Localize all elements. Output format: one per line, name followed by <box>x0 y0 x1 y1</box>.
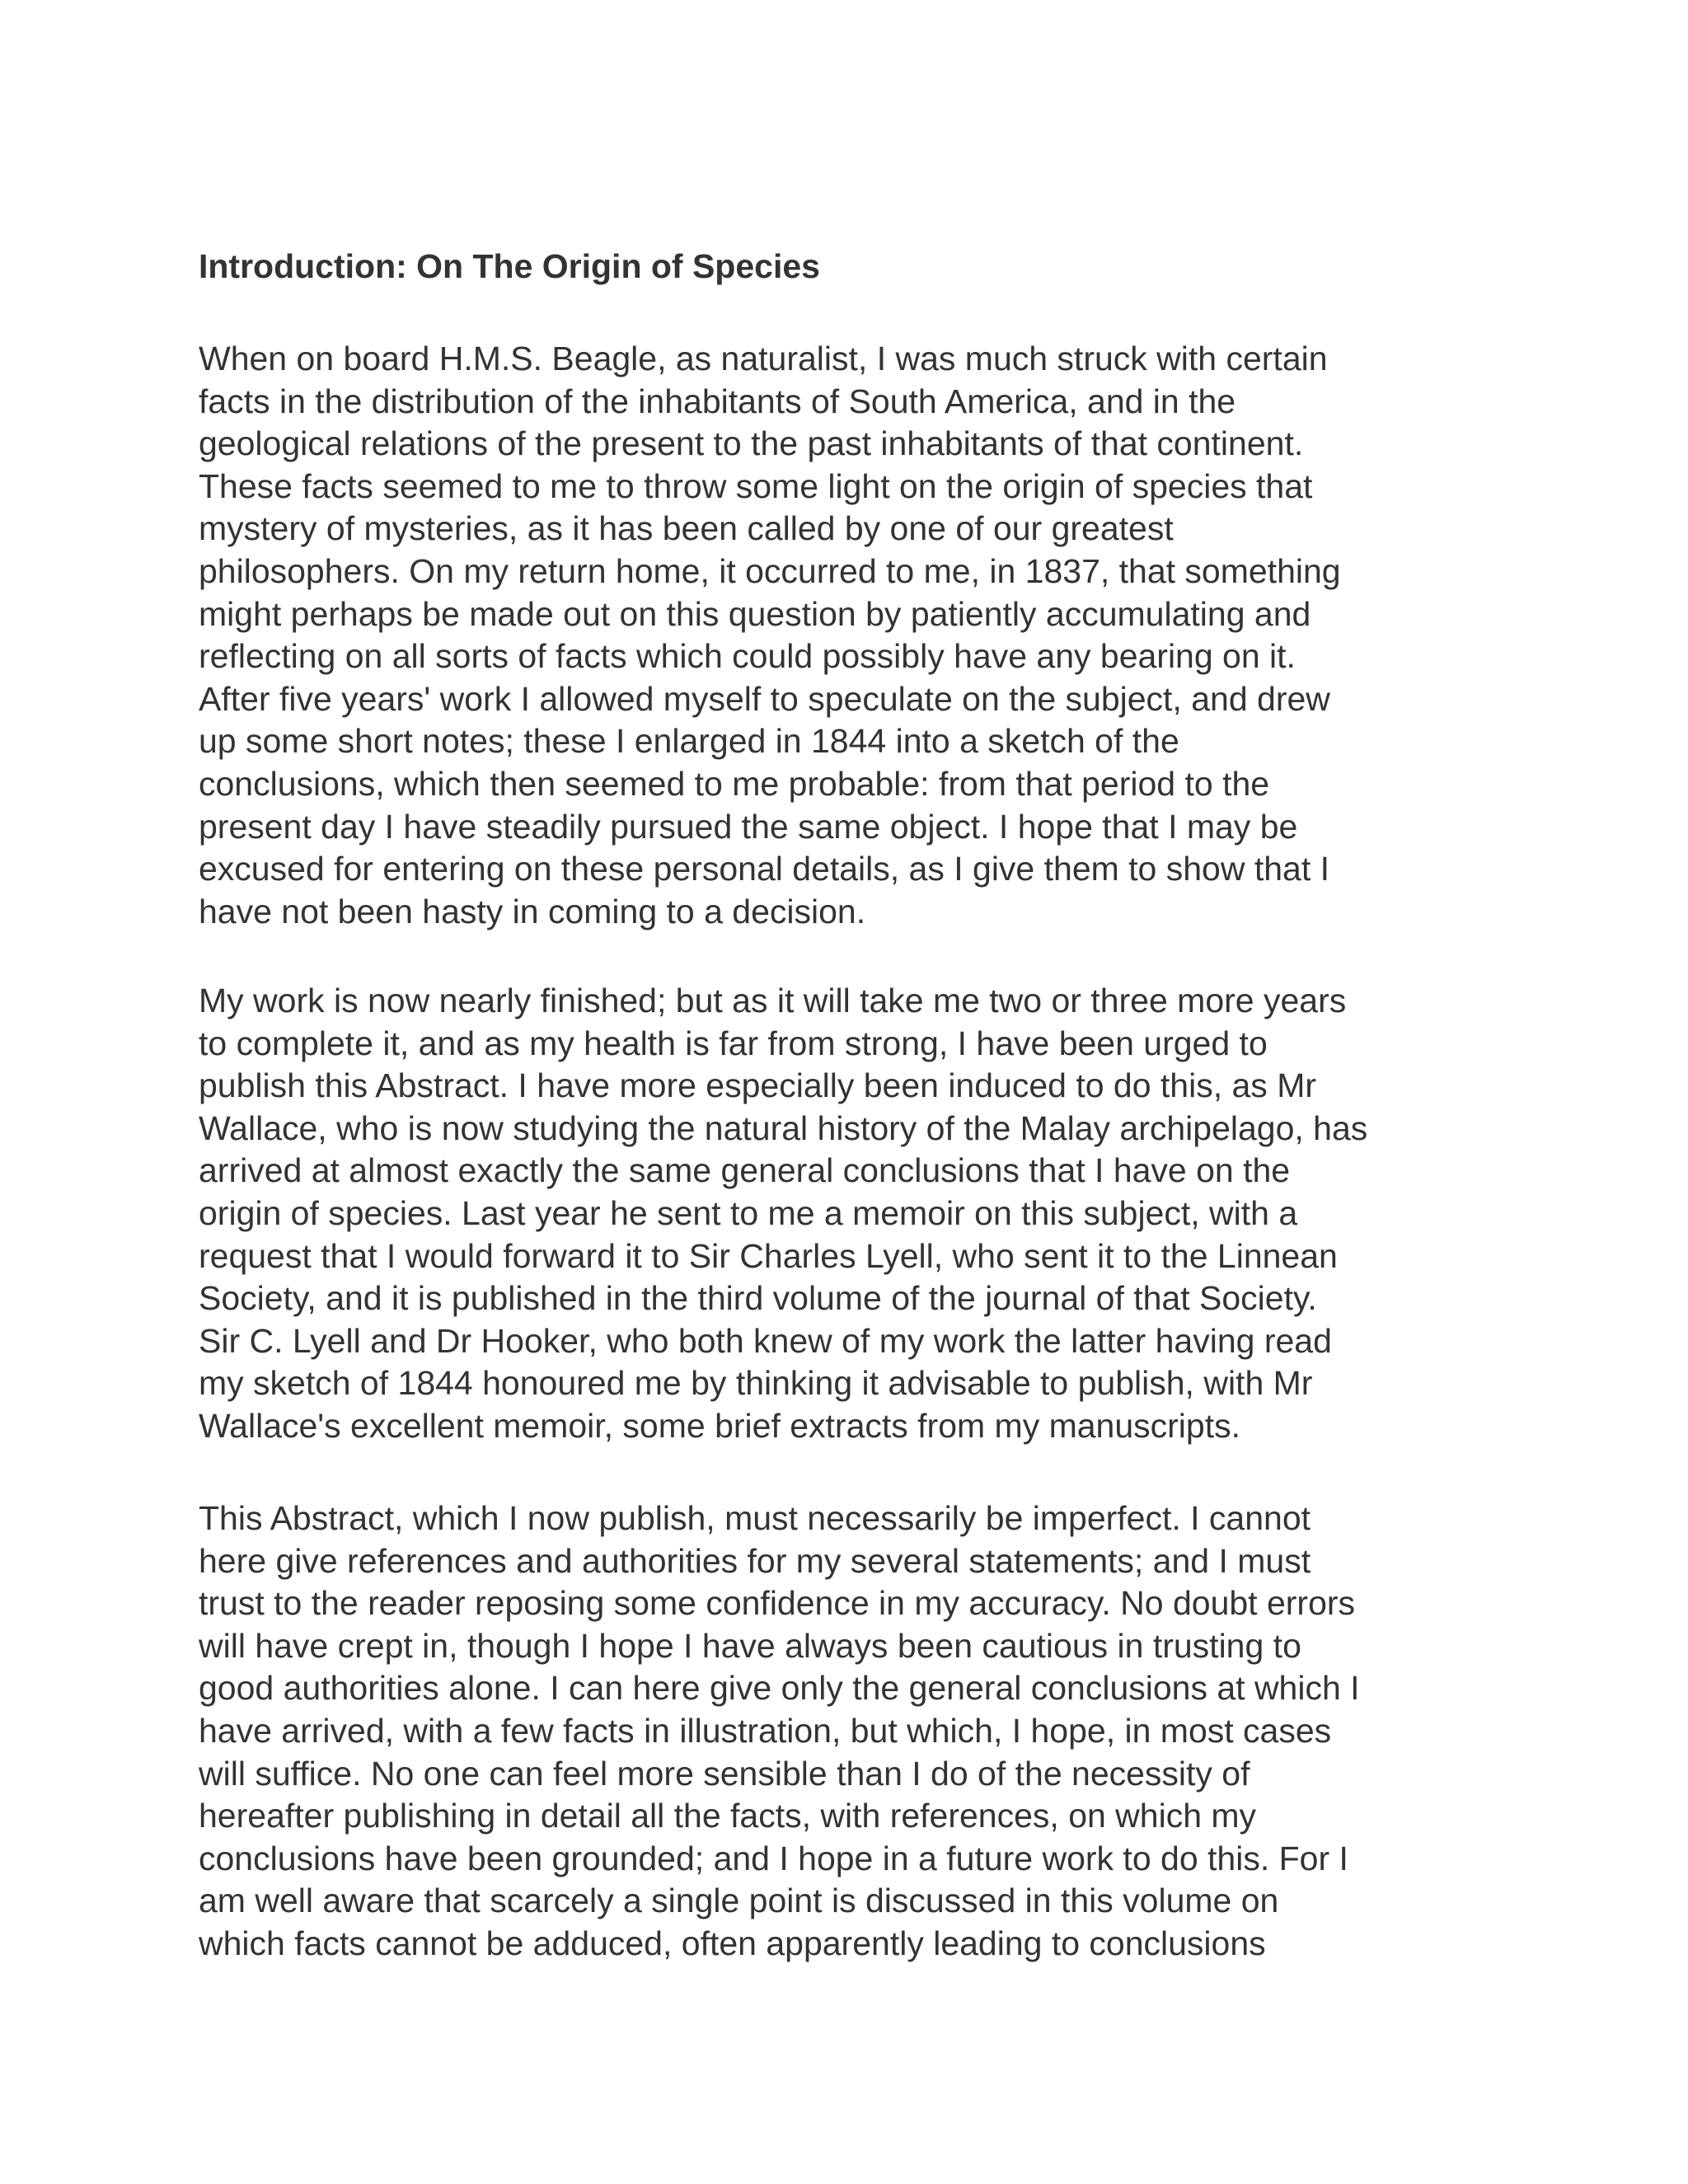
text-line: am well aware that scarcely a single point is discussed in this volume on <box>199 1882 1279 1920</box>
text-line: My work is now nearly finished; but as it will take me two or three more years <box>199 982 1347 1019</box>
text-line: arrived at almost exactly the same general conclusions that I have on the <box>199 1151 1291 1190</box>
text-line: philosophers. On my return home, it occurred to me, in 1837, that something <box>199 551 1341 590</box>
text-line: conclusions have been grounded; and I hope in a future work to do this. For I <box>199 1839 1348 1877</box>
text-line: have arrived, with a few facts in illustration, but which, I hope, in most cases <box>199 1711 1332 1750</box>
text-line: excused for entering on these personal details, as I give them to show that I <box>199 850 1330 888</box>
paragraph-3 <box>199 1497 1360 1966</box>
text-line: Wallace's excellent memoir, some brief extracts from my manuscripts. <box>199 1406 1240 1445</box>
text-line: to complete it, and as my health is far from strong, I have been urged to <box>199 1024 1268 1062</box>
text-line: facts in the distribution of the inhabitants of South America, and in the <box>199 382 1236 420</box>
text-line: up some short notes; these I enlarged in 1844 into a sketch of the <box>199 722 1179 761</box>
text-line: conclusions, which then seemed to me probable: from that period to the <box>199 764 1270 803</box>
text-line: geological relations of the present to the past inhabitants of that continent. <box>199 424 1304 463</box>
text-line: Society, and it is published in the third volume of the journal of that Society. <box>199 1279 1317 1318</box>
paragraph-1 <box>199 338 1341 933</box>
text-line: request that I would forward it to Sir Charles Lyell, who sent it to the Linnean <box>199 1236 1338 1275</box>
text-line: reflecting on all sorts of facts which could possibly have any bearing on it. <box>199 637 1296 676</box>
text-line: here give references and authorities for my several statements; and I must <box>199 1541 1311 1580</box>
text-line: have not been hasty in coming to a decision. <box>199 892 866 930</box>
text-line: Sir C. Lyell and Dr Hooker, who both knew of my work the latter having read <box>199 1321 1332 1360</box>
text-line: my sketch of 1844 honoured me by thinking it advisable to publish, with Mr <box>199 1364 1313 1403</box>
text-line: origin of species. Last year he sent to me a memoir on this subject, with a <box>199 1193 1298 1232</box>
text-line: Wallace, who is now studying the natural history of the Malay archipelago, has <box>199 1108 1368 1147</box>
text-line: This Abstract, which I now publish, must necessarily be imperfect. I cannot <box>199 1499 1311 1537</box>
text-line: These facts seemed to me to throw some light on the origin of species that <box>199 466 1313 505</box>
text-line: When on board H.M.S. Beagle, as naturalist, I was much struck with certain <box>199 340 1328 377</box>
paragraph-2 <box>199 980 1367 1448</box>
text-line: publish this Abstract. I have more especially been induced to do this, as Mr <box>199 1066 1317 1105</box>
text-line: which facts cannot be adduced, often apparently leading to conclusions <box>199 1924 1266 1962</box>
text-line: hereafter publishing in detail all the facts, with references, on which my <box>199 1797 1257 1835</box>
text-line: will have crept in, though I hope I have always been cautious in trusting to <box>199 1626 1301 1665</box>
text-line: mystery of mysteries, as it has been called by one of our greatest <box>199 509 1174 548</box>
text-line: might perhaps be made out on this question by patiently accumulating and <box>199 594 1311 633</box>
text-line: present day I have steadily pursued the same object. I hope that I may be <box>199 807 1298 846</box>
text-line: will suffice. No one can feel more sensible than I do of the necessity of <box>199 1754 1250 1793</box>
text-line: good authorities alone. I can here give only the general conclusions at which I <box>199 1669 1360 1708</box>
document-title: Introduction: On The Origin of Species <box>199 247 820 285</box>
text-line: trust to the reader reposing some confidence in my accuracy. No doubt errors <box>199 1584 1356 1623</box>
text-line: After five years' work I allowed myself to speculate on the subject, and drew <box>199 679 1330 718</box>
